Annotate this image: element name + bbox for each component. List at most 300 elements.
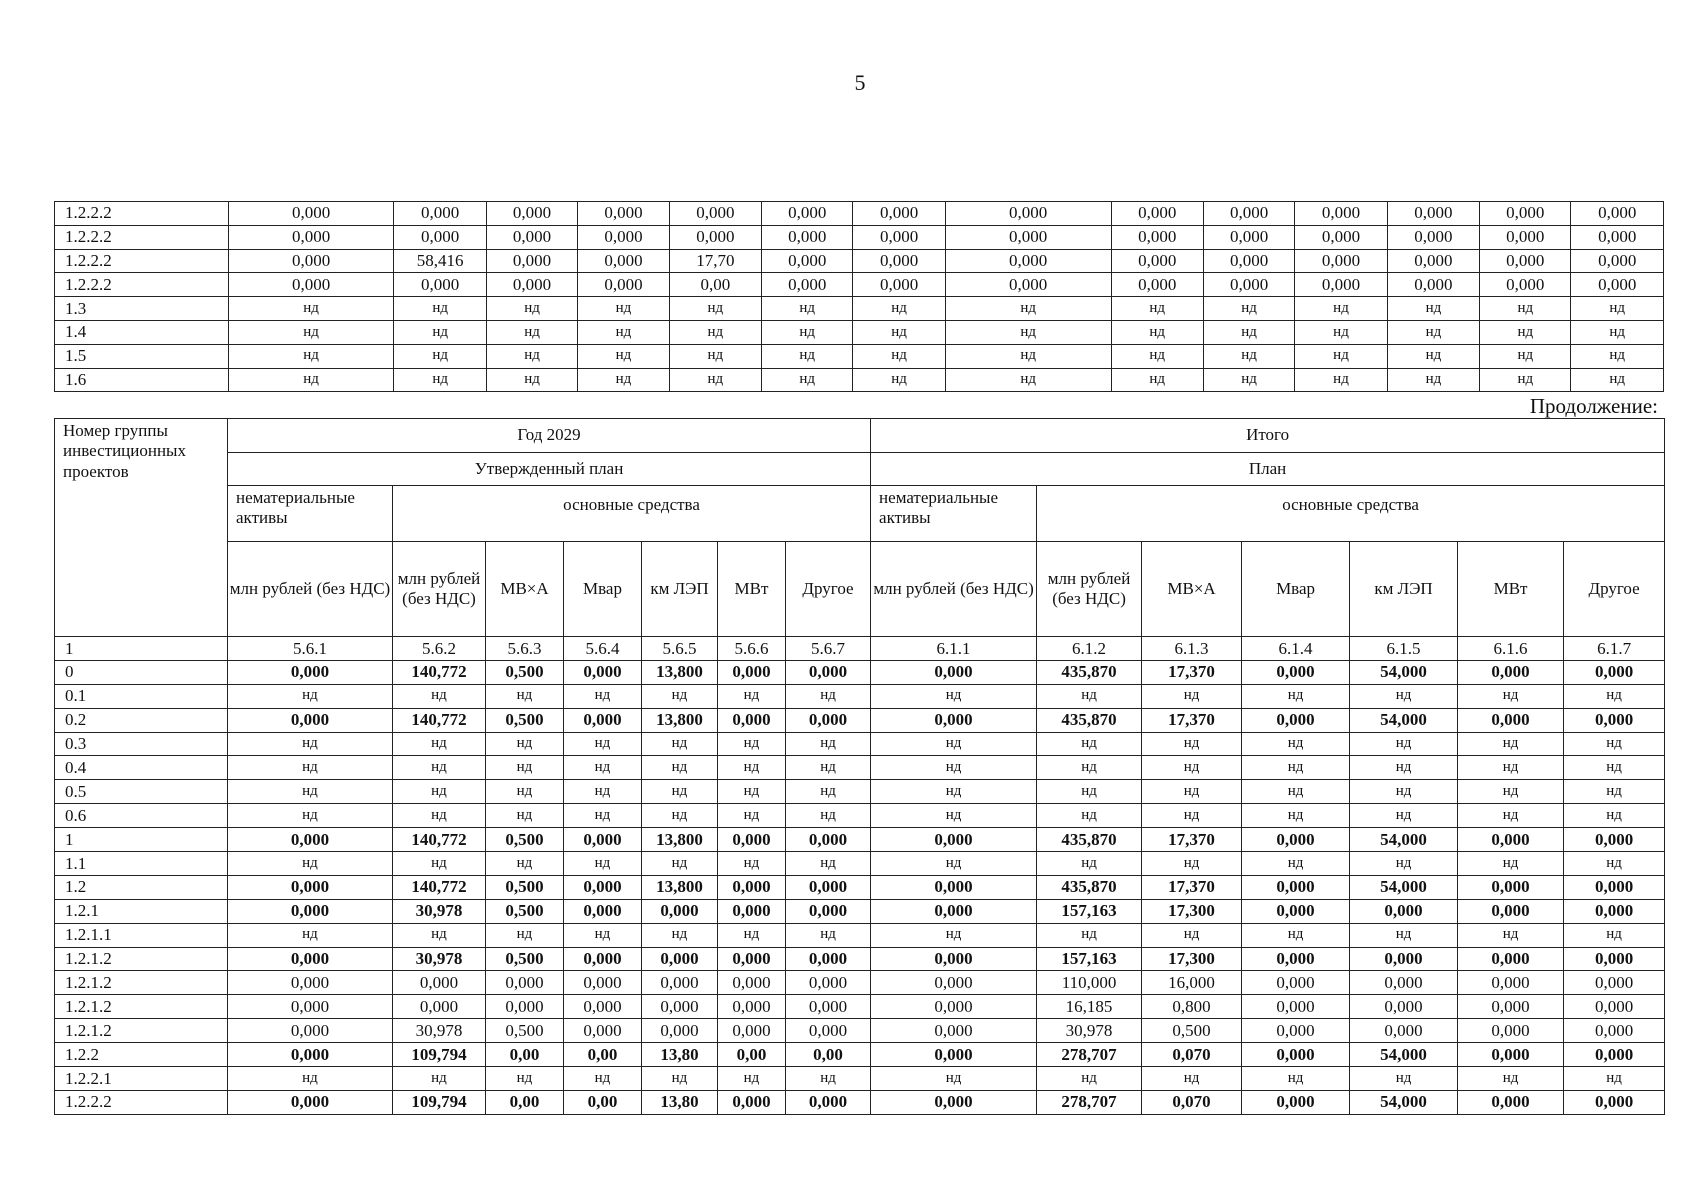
table-cell: 0,000 — [786, 971, 871, 995]
table-cell: 0,000 — [564, 660, 642, 684]
table-cell: нд — [393, 684, 486, 708]
table-cell: 13,800 — [642, 708, 718, 732]
row-label: 1 — [55, 637, 228, 661]
table-cell: 0,000 — [786, 660, 871, 684]
table-cell: 0,000 — [564, 875, 642, 899]
table-cell: нд — [1350, 756, 1458, 780]
table-cell: 0,000 — [1564, 947, 1665, 971]
table-row — [55, 899, 1665, 923]
table-row — [55, 202, 1664, 226]
table-cell: 0,000 — [1203, 202, 1294, 226]
table-cell: 0,500 — [486, 660, 564, 684]
table-cell: 0,000 — [1242, 995, 1350, 1019]
table-cell: 0,000 — [1564, 995, 1665, 1019]
table-cell: 0,000 — [718, 1090, 786, 1114]
table-cell: 13,800 — [642, 660, 718, 684]
table-cell: нд — [642, 732, 718, 756]
table-cell: нд — [718, 756, 786, 780]
table-cell: нд — [564, 756, 642, 780]
table-cell: 6.1.6 — [1458, 637, 1564, 661]
table-row — [55, 297, 1664, 321]
table-cell: 30,978 — [393, 1019, 486, 1043]
table-cell: 0,000 — [786, 1090, 871, 1114]
table-cell: 0,000 — [1242, 947, 1350, 971]
row-label: 1.2.2.2 — [55, 225, 229, 249]
table-cell: нд — [1458, 852, 1564, 876]
table-cell: 0,000 — [228, 202, 394, 226]
row-label: 1.2.1.2 — [55, 1019, 228, 1043]
table-cell: нд — [1480, 368, 1571, 392]
table-cell: нд — [564, 780, 642, 804]
header-unit: млн рублей (без НДС) — [228, 542, 393, 637]
table-cell: 157,163 — [1037, 899, 1142, 923]
table-cell: нд — [1242, 756, 1350, 780]
table-cell: нд — [228, 684, 393, 708]
table-cell: 0,000 — [1242, 875, 1350, 899]
table-cell: нд — [642, 756, 718, 780]
table-cell: нд — [394, 320, 486, 344]
table-cell: нд — [669, 320, 761, 344]
table-cell: нд — [393, 852, 486, 876]
row-label: 0.5 — [55, 780, 228, 804]
table-cell: 0,000 — [486, 249, 577, 273]
table-cell: 0,000 — [1295, 273, 1387, 297]
table-cell: 0,000 — [1111, 225, 1203, 249]
header-unit: млн рублей (без НДС) — [393, 542, 486, 637]
header-year: Год 2029 — [228, 419, 871, 453]
table-cell: 0,000 — [718, 660, 786, 684]
table-cell: 6.1.7 — [1564, 637, 1665, 661]
table-cell: нд — [762, 344, 853, 368]
table-cell: нд — [486, 780, 564, 804]
table-cell: нд — [393, 780, 486, 804]
table-cell: 0,000 — [486, 995, 564, 1019]
table-cell: нд — [486, 852, 564, 876]
table-cell: нд — [1242, 732, 1350, 756]
table-cell: 6.1.5 — [1350, 637, 1458, 661]
table-cell: 0,000 — [228, 273, 394, 297]
table-cell: 0,000 — [394, 225, 486, 249]
table-cell: нд — [1111, 297, 1203, 321]
table-cell: 0,000 — [1564, 971, 1665, 995]
table-row — [55, 1043, 1665, 1067]
table-cell: нд — [1458, 732, 1564, 756]
table-cell: 0,000 — [228, 249, 394, 273]
table-cell: 0,000 — [1295, 249, 1387, 273]
table-cell: нд — [394, 368, 486, 392]
table-cell: 0,000 — [228, 971, 393, 995]
table-cell: нд — [786, 684, 871, 708]
table-row — [55, 1067, 1665, 1091]
table-cell: 0,000 — [1111, 273, 1203, 297]
table-cell: нд — [853, 297, 945, 321]
table-cell: нд — [718, 852, 786, 876]
table-row — [55, 344, 1664, 368]
table-cell: 54,000 — [1350, 708, 1458, 732]
table-cell: 0,000 — [564, 1019, 642, 1043]
table-cell: 0,000 — [393, 971, 486, 995]
table-cell: нд — [564, 684, 642, 708]
table-cell: 5.6.4 — [564, 637, 642, 661]
table-cell: 0,000 — [718, 875, 786, 899]
table-cell: нд — [786, 852, 871, 876]
table-cell: 0,000 — [1458, 1019, 1564, 1043]
table-cell: 0,000 — [228, 660, 393, 684]
table-cell: 278,707 — [1037, 1090, 1142, 1114]
table-cell: нд — [1387, 368, 1479, 392]
table-cell: 0,000 — [228, 1090, 393, 1114]
table-cell: 17,300 — [1142, 899, 1242, 923]
table-cell: 0,000 — [1480, 273, 1571, 297]
table-cell: нд — [486, 1067, 564, 1091]
table-cell: нд — [718, 923, 786, 947]
header-unit: км ЛЭП — [642, 542, 718, 637]
table-cell: нд — [228, 923, 393, 947]
table-row — [55, 225, 1664, 249]
table-cell: нд — [945, 344, 1111, 368]
header-approved-plan: Утвержденный план — [228, 453, 871, 486]
table-cell: 0,000 — [228, 225, 394, 249]
table-cell: нд — [228, 1067, 393, 1091]
table-cell: 30,978 — [1037, 1019, 1142, 1043]
table-cell: 0,000 — [1458, 971, 1564, 995]
table-cell: 0,000 — [871, 899, 1037, 923]
table-cell: 17,300 — [1142, 947, 1242, 971]
table-cell: 0,000 — [945, 225, 1111, 249]
table-row — [55, 249, 1664, 273]
table-cell: 0,000 — [1571, 225, 1664, 249]
table-cell: нд — [564, 852, 642, 876]
table-cell: 0,000 — [1387, 225, 1479, 249]
table-cell: 0,000 — [564, 947, 642, 971]
table-cell: 0,000 — [393, 995, 486, 1019]
header-unit: МВ×А — [486, 542, 564, 637]
table-cell: 0,000 — [1480, 202, 1571, 226]
table-cell: нд — [228, 320, 394, 344]
continuation-label: Продолжение: — [1529, 394, 1658, 418]
table-cell: нд — [486, 320, 577, 344]
row-label: 1.2.1.1 — [55, 923, 228, 947]
header-unit: млн рублей (без НДС) — [1037, 542, 1142, 637]
table-cell: 0,000 — [1564, 899, 1665, 923]
table-cell: нд — [718, 780, 786, 804]
table-cell: 0,000 — [718, 971, 786, 995]
table-cell: 17,370 — [1142, 875, 1242, 899]
table-cell: нд — [1480, 297, 1571, 321]
table-cell: нд — [1295, 297, 1387, 321]
table-cell: 0,000 — [486, 971, 564, 995]
table-cell: 0,000 — [871, 660, 1037, 684]
table-cell: 0,00 — [718, 1043, 786, 1067]
table-cell: 0,000 — [1564, 1090, 1665, 1114]
table-cell: нд — [669, 297, 761, 321]
table-cell: нд — [1571, 297, 1664, 321]
table-cell: нд — [486, 344, 577, 368]
table-cell: 16,000 — [1142, 971, 1242, 995]
table-cell: 435,870 — [1037, 828, 1142, 852]
table-cell: нд — [1350, 1067, 1458, 1091]
table-row — [55, 320, 1664, 344]
table-cell: 0,000 — [853, 249, 945, 273]
table-cell: нд — [871, 732, 1037, 756]
table-cell: 0,000 — [762, 225, 853, 249]
table-cell: 54,000 — [1350, 1090, 1458, 1114]
table-cell: нд — [871, 1067, 1037, 1091]
row-label: 1.2.2 — [55, 1043, 228, 1067]
table-cell: 0,000 — [786, 995, 871, 1019]
table-cell: 0,000 — [1387, 249, 1479, 273]
table-cell: 0,000 — [578, 202, 669, 226]
row-label: 1.2.2.2 — [55, 273, 229, 297]
table-cell: нд — [786, 732, 871, 756]
table-cell: 140,772 — [393, 875, 486, 899]
table-cell: нд — [945, 320, 1111, 344]
table-cell: нд — [1350, 780, 1458, 804]
table-cell: нд — [393, 804, 486, 828]
table-cell: 0,000 — [871, 828, 1037, 852]
table-cell: нд — [871, 780, 1037, 804]
table-cell: 0,000 — [1111, 249, 1203, 273]
table-cell: 109,794 — [393, 1090, 486, 1114]
table-row — [55, 368, 1664, 392]
table-cell: 0,000 — [1295, 225, 1387, 249]
table-cell: 0,000 — [578, 249, 669, 273]
table-cell: нд — [1350, 804, 1458, 828]
table-cell: 0,000 — [486, 273, 577, 297]
table-row — [55, 971, 1665, 995]
table-cell: нд — [853, 320, 945, 344]
table-row — [55, 780, 1665, 804]
table-cell: 0,000 — [228, 899, 393, 923]
table-cell: 0,500 — [1142, 1019, 1242, 1043]
table-cell: нд — [786, 780, 871, 804]
table-cell: нд — [718, 804, 786, 828]
table-cell: нд — [762, 368, 853, 392]
table-cell: нд — [393, 923, 486, 947]
table-cell: 0,000 — [853, 202, 945, 226]
table-cell: 54,000 — [1350, 828, 1458, 852]
table-cell: нд — [1564, 852, 1665, 876]
table-cell: нд — [1111, 320, 1203, 344]
table-cell: 140,772 — [393, 708, 486, 732]
table-cell: нд — [1203, 320, 1294, 344]
table-cell: нд — [871, 804, 1037, 828]
table-cell: нд — [1458, 1067, 1564, 1091]
table-cell: нд — [486, 756, 564, 780]
table-cell: нд — [642, 780, 718, 804]
table-cell: нд — [564, 923, 642, 947]
table-cell: 0,500 — [486, 708, 564, 732]
table-cell: 0,000 — [669, 202, 761, 226]
table-cell: нд — [228, 344, 394, 368]
table-cell: нд — [564, 732, 642, 756]
table-cell: нд — [1350, 732, 1458, 756]
table-cell: нд — [394, 344, 486, 368]
table-cell: 0,000 — [718, 1019, 786, 1043]
table-cell: 30,978 — [393, 899, 486, 923]
table-cell: 0,000 — [1571, 273, 1664, 297]
table-cell: нд — [1387, 344, 1479, 368]
table-cell: 0,000 — [871, 708, 1037, 732]
table-cell: нд — [1350, 852, 1458, 876]
table-cell: нд — [1203, 368, 1294, 392]
row-label: 0.3 — [55, 732, 228, 756]
table-cell: 0,000 — [642, 1019, 718, 1043]
header-unit: Мвар — [1242, 542, 1350, 637]
table-cell: 0,000 — [871, 947, 1037, 971]
table-cell: нд — [486, 923, 564, 947]
table-cell: нд — [486, 804, 564, 828]
table-cell: 0,00 — [669, 273, 761, 297]
table-cell: 0,000 — [564, 828, 642, 852]
row-label: 1.2.2.2 — [55, 1090, 228, 1114]
table-cell: нд — [1350, 923, 1458, 947]
table-row — [55, 804, 1665, 828]
table-cell: нд — [1242, 804, 1350, 828]
table-row — [55, 732, 1665, 756]
header-unit: МВ×А — [1142, 542, 1242, 637]
row-label: 1.2.2.2 — [55, 202, 229, 226]
table-cell: 0,000 — [1564, 828, 1665, 852]
table-cell: 435,870 — [1037, 875, 1142, 899]
table-cell: 0,000 — [1242, 660, 1350, 684]
table-cell: нд — [1571, 344, 1664, 368]
row-label: 1.2.2.1 — [55, 1067, 228, 1091]
table-cell: 0,000 — [228, 947, 393, 971]
table-cell: нд — [853, 344, 945, 368]
table-cell: нд — [642, 923, 718, 947]
table-cell: 0,00 — [486, 1043, 564, 1067]
table-row — [55, 875, 1665, 899]
table-cell: 0,000 — [1387, 273, 1479, 297]
table-cell: нд — [1458, 756, 1564, 780]
table-cell: нд — [1295, 368, 1387, 392]
table-cell: 0,00 — [786, 1043, 871, 1067]
table-cell: 17,70 — [669, 249, 761, 273]
table-cell: нд — [228, 852, 393, 876]
table-cell: 5.6.6 — [718, 637, 786, 661]
table-cell: нд — [945, 297, 1111, 321]
table-cell: нд — [853, 368, 945, 392]
table-cell: нд — [786, 1067, 871, 1091]
table-cell: 0,00 — [564, 1090, 642, 1114]
table-cell: 0,000 — [228, 1019, 393, 1043]
table-cell: 0,000 — [1242, 1043, 1350, 1067]
page-number: 5 — [854, 70, 866, 95]
table-cell: 0,000 — [564, 899, 642, 923]
row-label: 0 — [55, 660, 228, 684]
table-cell: 0,000 — [578, 273, 669, 297]
table-cell: нд — [228, 756, 393, 780]
table-cell: нд — [1242, 852, 1350, 876]
table-cell: 0,070 — [1142, 1043, 1242, 1067]
table-cell: 0,000 — [871, 995, 1037, 1019]
row-label: 1.2.1.2 — [55, 995, 228, 1019]
table-cell: 0,000 — [762, 273, 853, 297]
table-cell: нд — [1564, 684, 1665, 708]
table-cell: 0,000 — [786, 899, 871, 923]
table-cell: 0,500 — [486, 828, 564, 852]
table-cell: 0,000 — [1571, 202, 1664, 226]
table-cell: нд — [1111, 368, 1203, 392]
table-cell: 0,000 — [228, 1043, 393, 1067]
row-label: 1.2.1.2 — [55, 947, 228, 971]
table-cell: 0,000 — [945, 202, 1111, 226]
table-cell: 0,000 — [853, 273, 945, 297]
table-cell: 0,000 — [762, 202, 853, 226]
table-cell: нд — [1142, 756, 1242, 780]
row-label: 1.2.1.2 — [55, 971, 228, 995]
table-cell: нд — [1142, 923, 1242, 947]
row-label: 1.4 — [55, 320, 229, 344]
table-cell: 6.1.2 — [1037, 637, 1142, 661]
table-cell: нд — [1242, 1067, 1350, 1091]
table-cell: нд — [578, 320, 669, 344]
table-cell: 17,370 — [1142, 708, 1242, 732]
table-cell: 0,000 — [786, 828, 871, 852]
table-cell: нд — [1037, 756, 1142, 780]
table-cell: 0,000 — [1458, 708, 1564, 732]
table-cell: нд — [578, 344, 669, 368]
table-cell: нд — [228, 297, 394, 321]
table-cell: 0,000 — [1480, 225, 1571, 249]
table-cell: нд — [1142, 1067, 1242, 1091]
table-cell: 58,416 — [394, 249, 486, 273]
table-cell: 0,000 — [1458, 995, 1564, 1019]
header-group-number: Номер группы инвестиционных проектов — [55, 419, 228, 637]
table-cell: нд — [669, 368, 761, 392]
table-cell: 17,370 — [1142, 828, 1242, 852]
table-cell: 0,000 — [871, 971, 1037, 995]
table-cell: 0,000 — [1564, 708, 1665, 732]
header-unit: Мвар — [564, 542, 642, 637]
table-cell: нд — [642, 1067, 718, 1091]
table-cell: 0,000 — [945, 249, 1111, 273]
table-cell: нд — [1480, 344, 1571, 368]
table-cell: нд — [1458, 923, 1564, 947]
header-unit: Другое — [1564, 542, 1665, 637]
table-cell: нд — [564, 1067, 642, 1091]
header-unit: Другое — [786, 542, 871, 637]
table-cell: 0,00 — [486, 1090, 564, 1114]
row-label: 1.3 — [55, 297, 229, 321]
table-cell: 5.6.1 — [228, 637, 393, 661]
row-label: 1.2.1 — [55, 899, 228, 923]
table-cell: 0,000 — [1571, 249, 1664, 273]
header-unit: МВт — [1458, 542, 1564, 637]
table-cell: 5.6.3 — [486, 637, 564, 661]
header-total: Итого — [871, 419, 1665, 453]
table-cell: 0,000 — [1350, 995, 1458, 1019]
table-cell: 0,000 — [1480, 249, 1571, 273]
table-cell: 5.6.5 — [642, 637, 718, 661]
row-label: 1.6 — [55, 368, 229, 392]
header-unit: км ЛЭП — [1350, 542, 1458, 637]
table-cell: нд — [762, 297, 853, 321]
table-cell: 16,185 — [1037, 995, 1142, 1019]
table-cell: 0,000 — [871, 1043, 1037, 1067]
table-cell: 109,794 — [393, 1043, 486, 1067]
table-cell: 13,800 — [642, 828, 718, 852]
row-label: 0.2 — [55, 708, 228, 732]
table-cell: 0,000 — [1350, 1019, 1458, 1043]
table-cell: 0,000 — [1350, 899, 1458, 923]
table-cell: 0,000 — [486, 202, 577, 226]
table-row — [55, 637, 1665, 661]
table-cell: 0,000 — [718, 899, 786, 923]
table-cell: 0,500 — [486, 947, 564, 971]
table-cell: нд — [564, 804, 642, 828]
